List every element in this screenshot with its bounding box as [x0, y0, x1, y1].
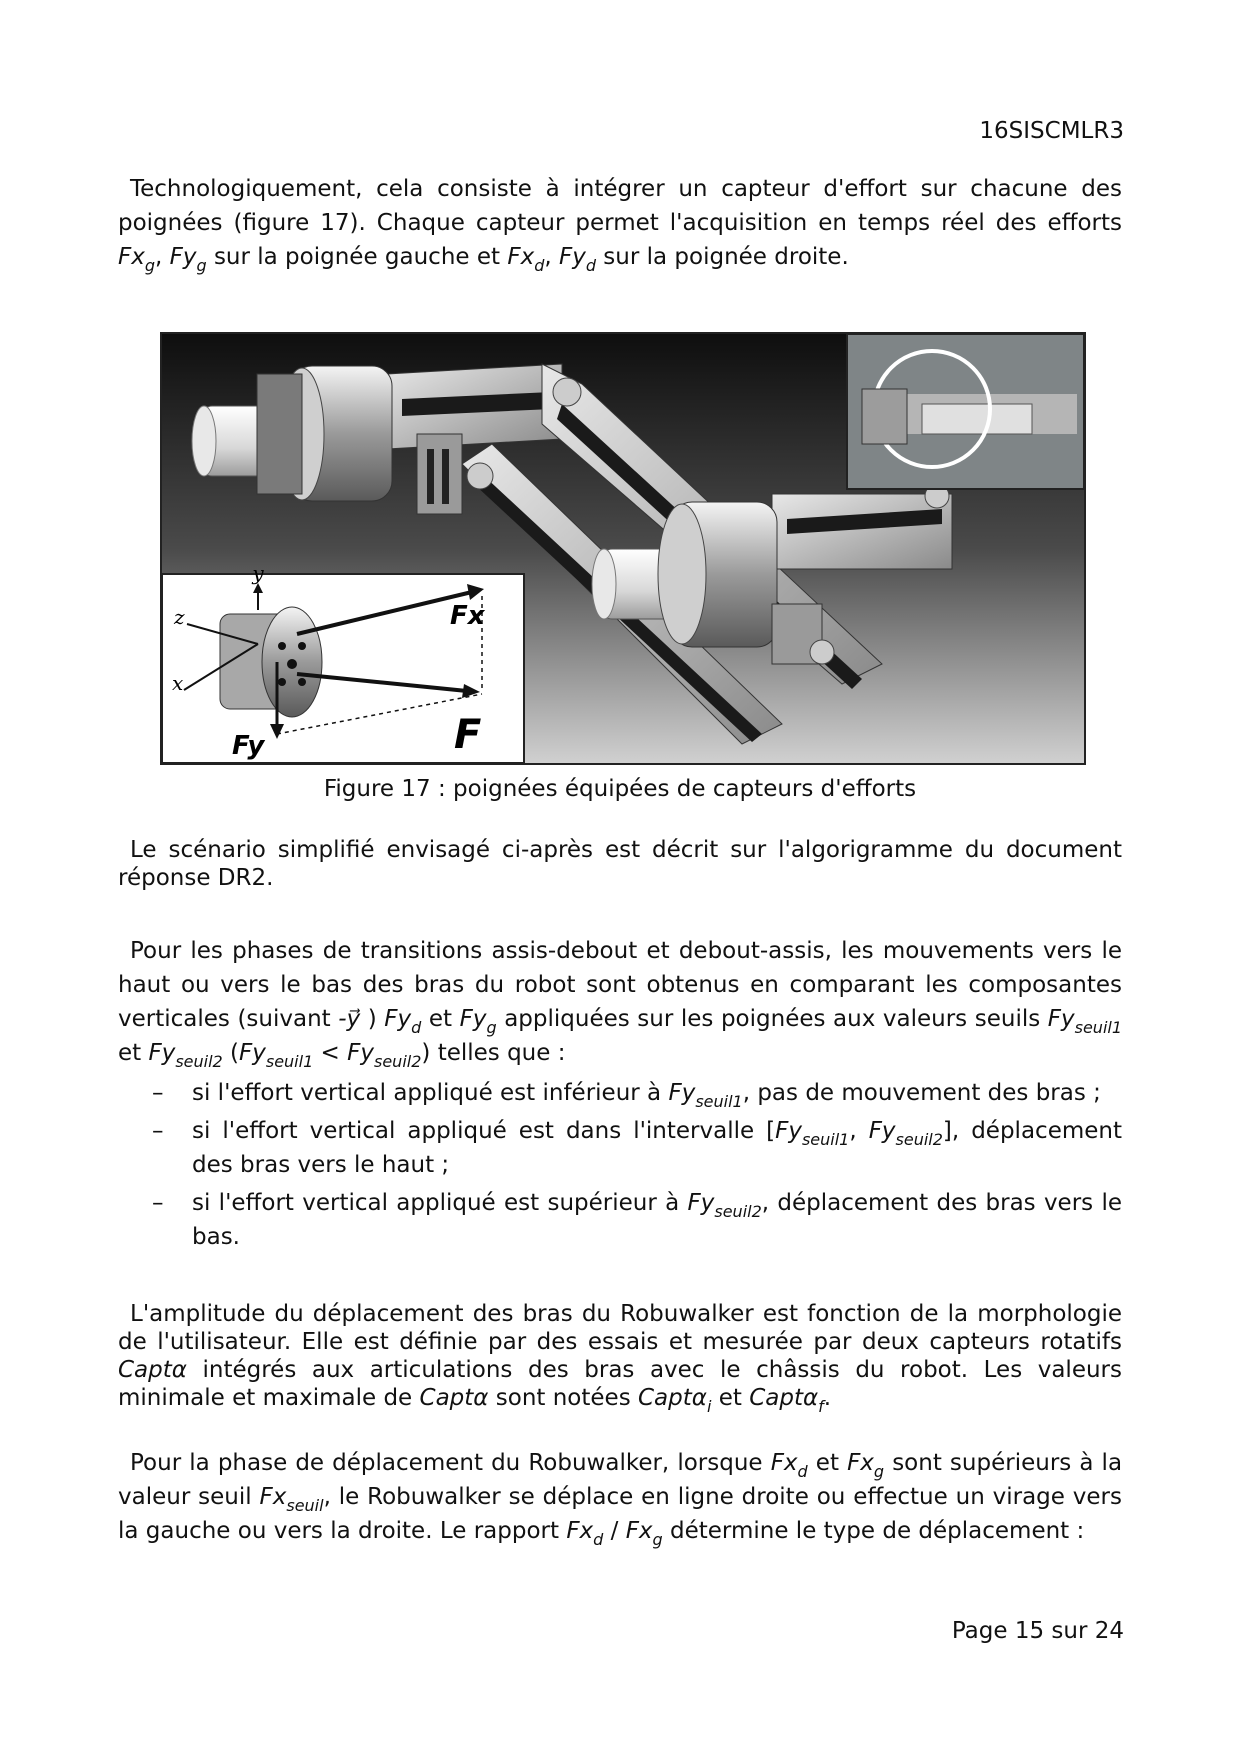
- figure-17-image: [160, 332, 1086, 765]
- paragraph-displacement: Pour la phase de déplacement du Robuwalker, lorsque $Fx_d$ et $Fx_g$ sont supérieurs à la valeur seuil $Fx_{seuil}$, le Robuwalker se déplace en ligne droite ou effectue un virage vers la gauche ou vers la droite. Le rapport $Fx_d / Fx_g$ détermine le type de déplacement :: [118, 1450, 1123, 1549]
- axis-label-z: z: [174, 605, 185, 629]
- axis-label-y: y: [252, 561, 264, 585]
- paragraph-scenario: Le scénario simplifié envisagé ci-après est décrit sur l'algorigramme du document réponse DR2.: [118, 837, 1122, 891]
- figure-caption: Figure 17 : poignées équipées de capteurs d'efforts: [323, 776, 917, 802]
- paragraph-amplitude: L'amplitude du déplacement des bras du Robuwalker est fonction de la morphologie de l'utilisateur. Elle est définie par des essais et mesurée par deux capteurs rotatifs Captα intégrés aux articulations des bras avec le châssis du robot. Les valeurs minimale et maximale de Captα sont notées Captα$_i$ et Captα$_f$.: [118, 1301, 1122, 1416]
- force-label-f: F: [454, 712, 482, 758]
- list-item: – si l'effort vertical appliqué est supérieur à $Fy_{seuil2}$, déplacement des bras vers le bas.: [152, 1190, 1122, 1250]
- paragraph-transitions: Pour les phases de transitions assis-debout et debout-assis, les mouvements vers le haut ou vers le bas des bras du robot sont obtenus en comparant les composantes verticales (suivant -y⃗ ) $Fy_d$ et $Fy_g$ appliquées sur les poignées aux valeurs seuils $Fy_{seuil1}$ et $Fy_{seuil2}$ $(Fy_{seuil1} < Fy_{seuil2})$ telles que :: [118, 938, 1123, 1071]
- list-item: – si l'effort vertical appliqué est dans l'intervalle [$Fy_{seuil1}$, $Fy_{seuil2}$], déplacement des bras vers le haut ;: [152, 1118, 1122, 1178]
- force-label-fx: Fx: [450, 601, 485, 631]
- force-label-fy: Fy: [232, 731, 265, 761]
- axis-label-x: x: [172, 671, 184, 695]
- threshold-list: [152, 1076, 1122, 1258]
- inset-force-diagram: [162, 561, 524, 763]
- page-number: Page 15 sur 24: [951, 1618, 1124, 1644]
- paragraph-intro: Technologiquement, cela consiste à intégrer un capteur d'effort sur chacune des poignées (figure 17). Chaque capteur permet l'acquisition en temps réel des efforts $Fx_g$, $Fy_g$ sur la poignée gauche et $Fx_d$, $Fy_d$ sur la poignée droite.: [118, 176, 1122, 275]
- inset-photo: [847, 334, 1084, 489]
- document-code: 16SISCMLR3: [979, 118, 1124, 144]
- list-item: – si l'effort vertical appliqué est inférieur à $Fy_{seuil1}$, pas de mouvement des bras ;: [152, 1080, 1101, 1111]
